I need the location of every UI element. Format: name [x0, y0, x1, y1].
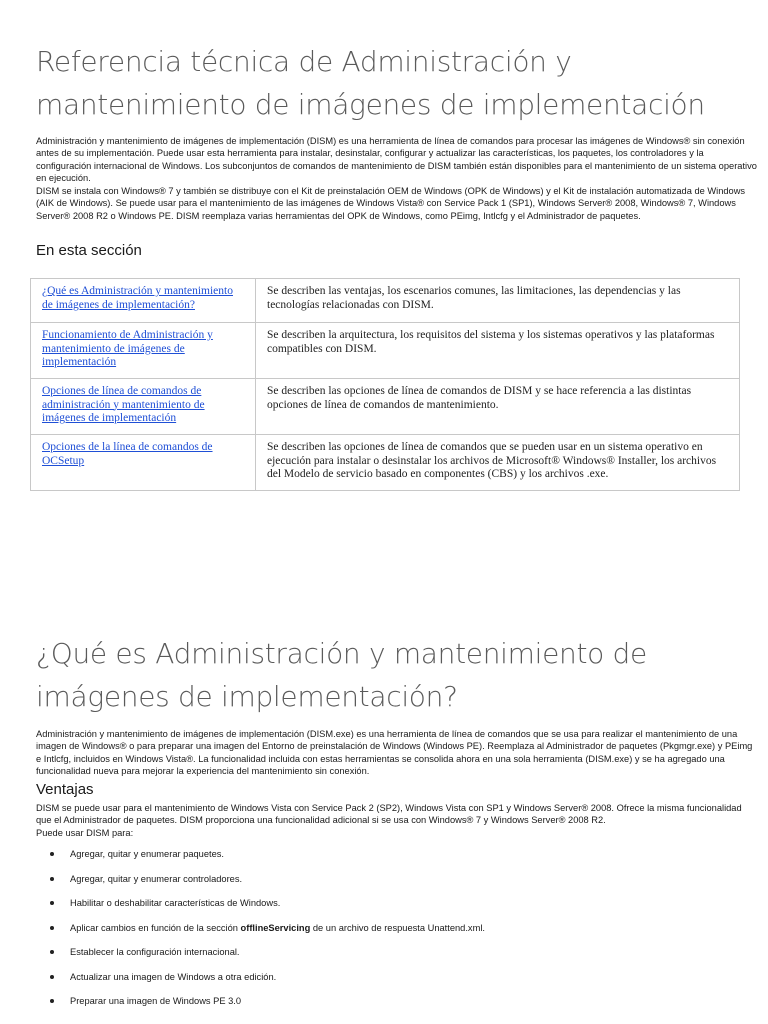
list-item-text-prefix: Aplicar cambios en función de la sección	[70, 922, 241, 933]
reference-table	[30, 278, 740, 491]
bullet-icon	[50, 877, 54, 881]
puede-usar-text: Puede usar DISM para:	[36, 827, 134, 838]
list-item	[36, 848, 736, 873]
list-item-text: Preparar una imagen de Windows PE 3.0	[70, 996, 242, 1006]
list-item	[36, 971, 736, 996]
ventajas-paragraph	[36, 802, 758, 839]
list-item	[36, 897, 736, 922]
table-cell-link	[31, 379, 256, 435]
bullet-icon	[50, 852, 54, 856]
topic-link[interactable]: ¿Qué es Administración y mantenimiento de imágenes de implementación?	[42, 285, 233, 311]
section-title-line-2: imágenes de implementación?	[36, 680, 458, 713]
ventajas-text: DISM se puede usar para el mantenimiento de Windows Vista con Service Pack 2 (SP2), Windows Vista con SP1 y Windows Server® 2008. Ofrece la misma funcionalidad que el Administrador de paquetes. DISM proporciona una funcionalidad adicional si se usa con Windows® 7 y Windows Server® 2008 R2.	[36, 803, 742, 826]
bullet-icon	[50, 926, 54, 930]
section-title-line-1: ¿Qué es Administración y mantenimiento de	[36, 637, 647, 670]
page-title-line-1: Referencia técnica de Administración y	[36, 45, 572, 78]
table-cell-description: Se describen las opciones de línea de comandos que se pueden usar en un sistema operativo en ejecución para instalar o desinstalar los archivos de Microsoft® Windows® Installer, los archivos del Modelo de servicio basado en componentes (CBS) y los archivos .exe.	[256, 435, 740, 491]
table-cell-link	[31, 435, 256, 491]
bullet-icon	[50, 901, 54, 905]
section-title	[36, 632, 756, 718]
list-item	[36, 946, 736, 971]
list-item	[36, 873, 736, 898]
bullet-icon	[50, 999, 54, 1003]
intro-paragraph-1: Administración y mantenimiento de imágenes de implementación (DISM) es una herramienta de línea de comandos para procesar las imágenes de Windows® sin conexión antes de su implementación. Puede usar esta herramienta para instalar, desinstalar, configurar y actualizar las características, los paquetes, los controladores y la configuración internacional de Windows. Los subconjuntos de comandos de mantenimiento de DISM también están disponibles para el mantenimiento de un sistema operativo en ejecución.	[36, 136, 757, 184]
table-cell-link	[31, 279, 256, 323]
list-item-text: Agregar, quitar y enumerar paquetes.	[70, 849, 225, 859]
list-item-text: Actualizar una imagen de Windows a otra edición.	[70, 971, 277, 982]
list-item-text: Agregar, quitar y enumerar controladores.	[70, 873, 243, 884]
page-title-line-2: mantenimiento de imágenes de implementación	[36, 88, 705, 121]
table-cell-description: Se describen la arquitectura, los requisitos del sistema y los sistemas operativos y las plataformas compatibles con DISM.	[256, 323, 740, 379]
bullet-icon	[50, 975, 54, 979]
table-row	[31, 279, 740, 323]
table-row	[31, 435, 740, 491]
topic-link[interactable]: Opciones de la línea de comandos de OCSetup	[42, 441, 213, 467]
list-item	[36, 922, 736, 947]
list-item-text-suffix: de un archivo de respuesta Unattend.xml.	[310, 922, 485, 933]
in-section-heading: En esta sección	[36, 242, 142, 259]
list-item-text	[70, 923, 485, 933]
table-cell-description: Se describen las opciones de línea de comandos de DISM y se hace referencia a las distintas opciones de línea de comandos de mantenimiento.	[256, 379, 740, 435]
page-title	[36, 40, 756, 126]
table-cell-description: Se describen las ventajas, los escenarios comunes, las limitaciones, las dependencias y las tecnologías relacionadas con DISM.	[256, 279, 740, 323]
list-item-text: Establecer la configuración internacional.	[70, 947, 240, 957]
topic-link[interactable]: Funcionamiento de Administración y mantenimiento de imágenes de implementación	[42, 329, 213, 368]
table-row	[31, 379, 740, 435]
ventajas-heading: Ventajas	[36, 781, 94, 798]
list-item-text: Habilitar o deshabilitar características de Windows.	[70, 898, 281, 908]
table-cell-link	[31, 323, 256, 379]
bullet-icon	[50, 950, 54, 954]
section-intro-paragraph: Administración y mantenimiento de imágenes de implementación (DISM.exe) es una herramienta de línea de comandos que se usa para realizar el mantenimiento de una imagen de Windows® o para preparar una imagen del Entorno de preinstalación de Windows (Windows PE). Reemplaza al Administrador de paquetes (Pkgmgr.exe) y PEimg e Intlcfg, incluidos en Windows Vista®. La funcionalidad incluida con estas herramientas se consolida ahora en una sola herramienta (DISM.exe) y se ha agregado una funcionalidad nueva para mejorar la experiencia del mantenimiento sin conexión.	[36, 729, 753, 777]
uses-list	[36, 848, 736, 1020]
intro-paragraph-2: DISM se instala con Windows® 7 y también se distribuye con el Kit de preinstalación OEM de Windows (OPK de Windows) y el Kit de instalación automatizada de Windows (AIK de Windows). Se puede usar para el mantenimiento de las imágenes de Windows Vista® con Service Pack 1 (SP1), Windows Server® 2008, Windows® 7, Windows Server® 2008 R2 o Windows PE. DISM reemplaza varias herramientas del OPK de Windows, como PEimg, Intlcfg y el Administrador de paquetes.	[36, 186, 746, 221]
table-row	[31, 323, 740, 379]
topic-link[interactable]: Opciones de línea de comandos de administración y mantenimiento de imágenes de implementación	[42, 385, 205, 424]
list-item-text-bold: offlineServicing	[240, 922, 311, 933]
list-item	[36, 995, 736, 1020]
